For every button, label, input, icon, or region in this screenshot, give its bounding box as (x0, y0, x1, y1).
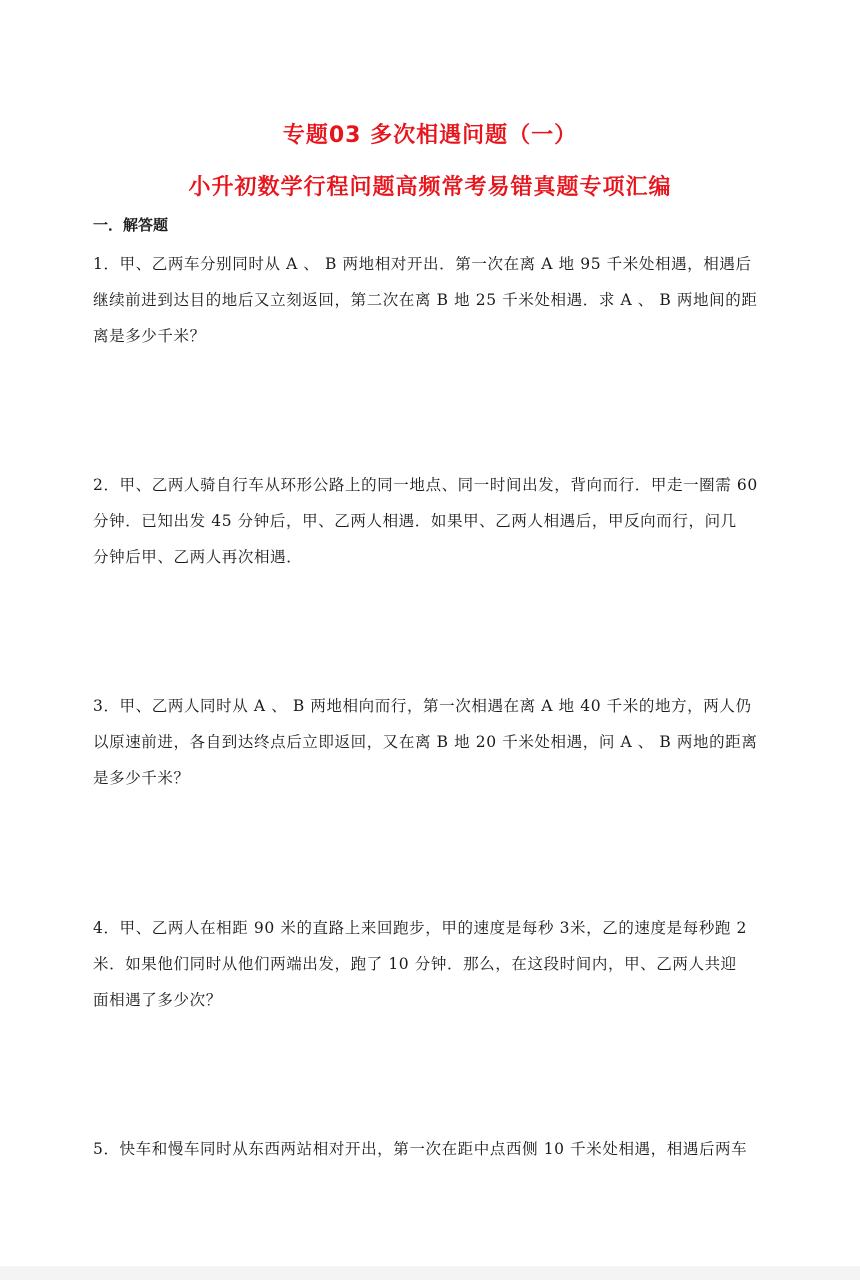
question-line: 分钟．已知出发 45 分钟后，甲、乙两人相遇．如果甲、乙两人相遇后，甲反向而行，问几 (93, 512, 737, 530)
question-3 (93, 688, 761, 796)
question-line: 3．甲、乙两人同时从 A 、 B 两地相向而行，第一次相遇在离 A 地 40 千米的地方，两人仍 (93, 697, 752, 715)
question-line: 以原速前进，各自到达终点后立即返回，又在离 B 地 20 千米处相遇，问 A 、 B 两地的距离 (93, 733, 758, 751)
question-4 (93, 910, 761, 1018)
page-title: 专题03 多次相遇问题（一） (282, 123, 578, 148)
question-line: 4．甲、乙两人在相距 90 米的直路上来回跑步，甲的速度是每秒 3米，乙的速度是每秒跑 2 (93, 919, 748, 937)
question-1 (93, 246, 761, 354)
question-line: 继续前进到达目的地后又立刻返回，第二次在离 B 地 25 千米处相遇．求 A 、 B 两地间的距 (93, 291, 758, 309)
page-bottom-edge (0, 1266, 860, 1280)
question-line: 米．如果他们同时从他们两端出发，跑了 10 分钟．那么，在这段时间内，甲、乙两人共迎 (93, 955, 737, 973)
question-line: 离是多少千米？ (93, 327, 206, 345)
question-line: 1．甲、乙两车分别同时从 A 、 B 两地相对开出．第一次在离 A 地 95 千米处相遇，相遇后 (93, 255, 752, 273)
section-heading: 一．解答题 (93, 216, 169, 234)
question-line: 2．甲、乙两人骑自行车从环形公路上的同一地点、同一时间出发，背向而行．甲走一圈需 60 (93, 476, 758, 494)
page-subtitle: 小升初数学行程问题高频常考易错真题专项汇编 (188, 175, 672, 200)
question-line: 是多少千米？ (93, 769, 190, 787)
question-line: 5．快车和慢车同时从东西两站相对开出，第一次在距中点西侧 10 千米处相遇，相遇后两车 (93, 1140, 748, 1158)
question-2 (93, 467, 761, 575)
question-5 (93, 1131, 761, 1167)
question-line: 面相遇了多少次？ (93, 991, 222, 1009)
question-line: 分钟后甲、乙两人再次相遇． (93, 548, 303, 566)
